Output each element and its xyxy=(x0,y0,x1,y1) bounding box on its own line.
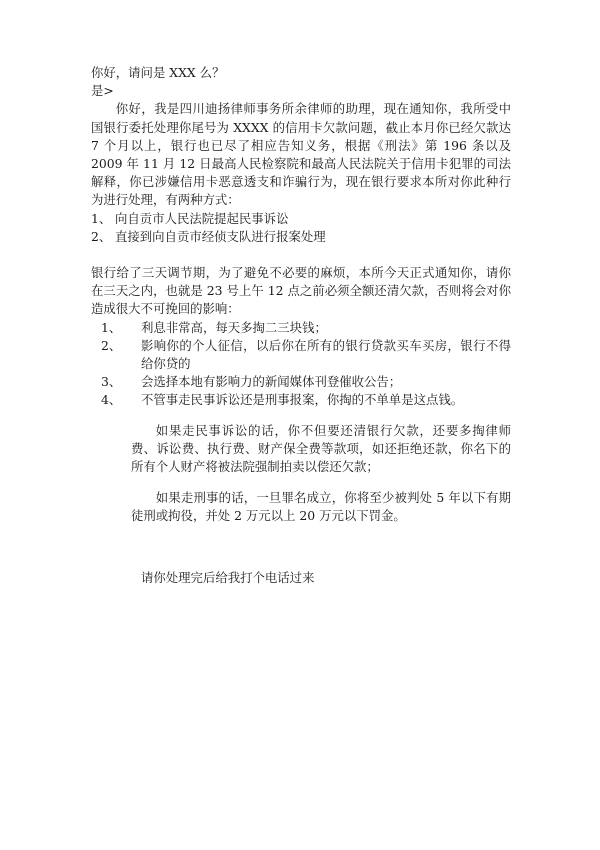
option-text: 直接到向自贡市经侦支队进行报案处理 xyxy=(115,228,326,244)
greeting-line: 你好，请问是 XXX 么？ xyxy=(91,65,225,80)
reply-line: 是> xyxy=(91,83,114,99)
notice-paragraph: 银行给了三天调节期，为了避免不必要的麻烦，本所今天正式通知你，请你在三天之内，也就是 23 号上午 12 点之前必须全额还清欠款，否则将会对你造成很大不可挽回的影响： xyxy=(91,265,511,317)
blank-line xyxy=(91,246,511,264)
document-body xyxy=(91,64,511,588)
impact-item xyxy=(101,391,511,409)
intro-paragraph: 你好，我是四川迪扬律师事务所余律师的助理，现在通知你，我所受中国银行委托处理你尾号为 XXXX 的信用卡欠款问题，截止本月你已经欠款达 7 个月以上，银行也已尽了相应告知义务，根据《刑法》第 196 条以及 2009 年 11 月 12 日最高人民检察院和最高人民法院关于信用卡犯罪的司法解释，你已涉嫌信用卡恶意透支和诈骗行为，现在银行要求本所对你此种行为进行处理，有两种方式： xyxy=(91,101,511,208)
impact-text: 不管事走民事诉讼还是刑事报案，你掏的不单单是这点钱。 xyxy=(141,392,464,408)
option-number: 1、 xyxy=(91,210,112,226)
impact-item xyxy=(101,337,511,373)
impact-text: 会选择本地有影响力的新闻媒体刊登催收公告； xyxy=(141,374,402,390)
impact-item xyxy=(101,373,511,391)
option-item xyxy=(91,210,511,228)
impact-text: 影响你的个人征信，以后你在所有的银行贷款买车买房，银行不得给你贷的 xyxy=(141,337,511,372)
options-list xyxy=(91,210,511,246)
impact-number: 4、 xyxy=(101,392,122,408)
criminal-case-paragraph: 如果走刑事的话，一旦罪名成立，你将至少被判处 5 年以下有期徒刑或拘役，并处 2 万元以上 20 万元以下罚金。 xyxy=(131,490,511,524)
impact-item xyxy=(101,319,511,337)
impact-number: 1、 xyxy=(101,319,122,335)
civil-litigation-paragraph: 如果走民事诉讼的话，你不但要还清银行欠款，还要多掏律师费、诉讼费、执行费、财产保全费等款项，如还拒绝还款，你名下的所有个人财产将被法院强制拍卖以偿还欠款； xyxy=(131,423,511,475)
impact-number: 2、 xyxy=(101,337,122,353)
option-number: 2、 xyxy=(91,228,112,244)
impacts-list xyxy=(91,319,511,410)
impact-text: 利息非常高，每天多掏二三块钱； xyxy=(141,319,327,335)
option-item xyxy=(91,228,511,246)
impact-number: 3、 xyxy=(101,374,122,390)
option-text: 向自贡市人民法院提起民事诉讼 xyxy=(115,210,289,226)
closing-line: 请你处理完后给我打个电话过来 xyxy=(141,570,315,586)
